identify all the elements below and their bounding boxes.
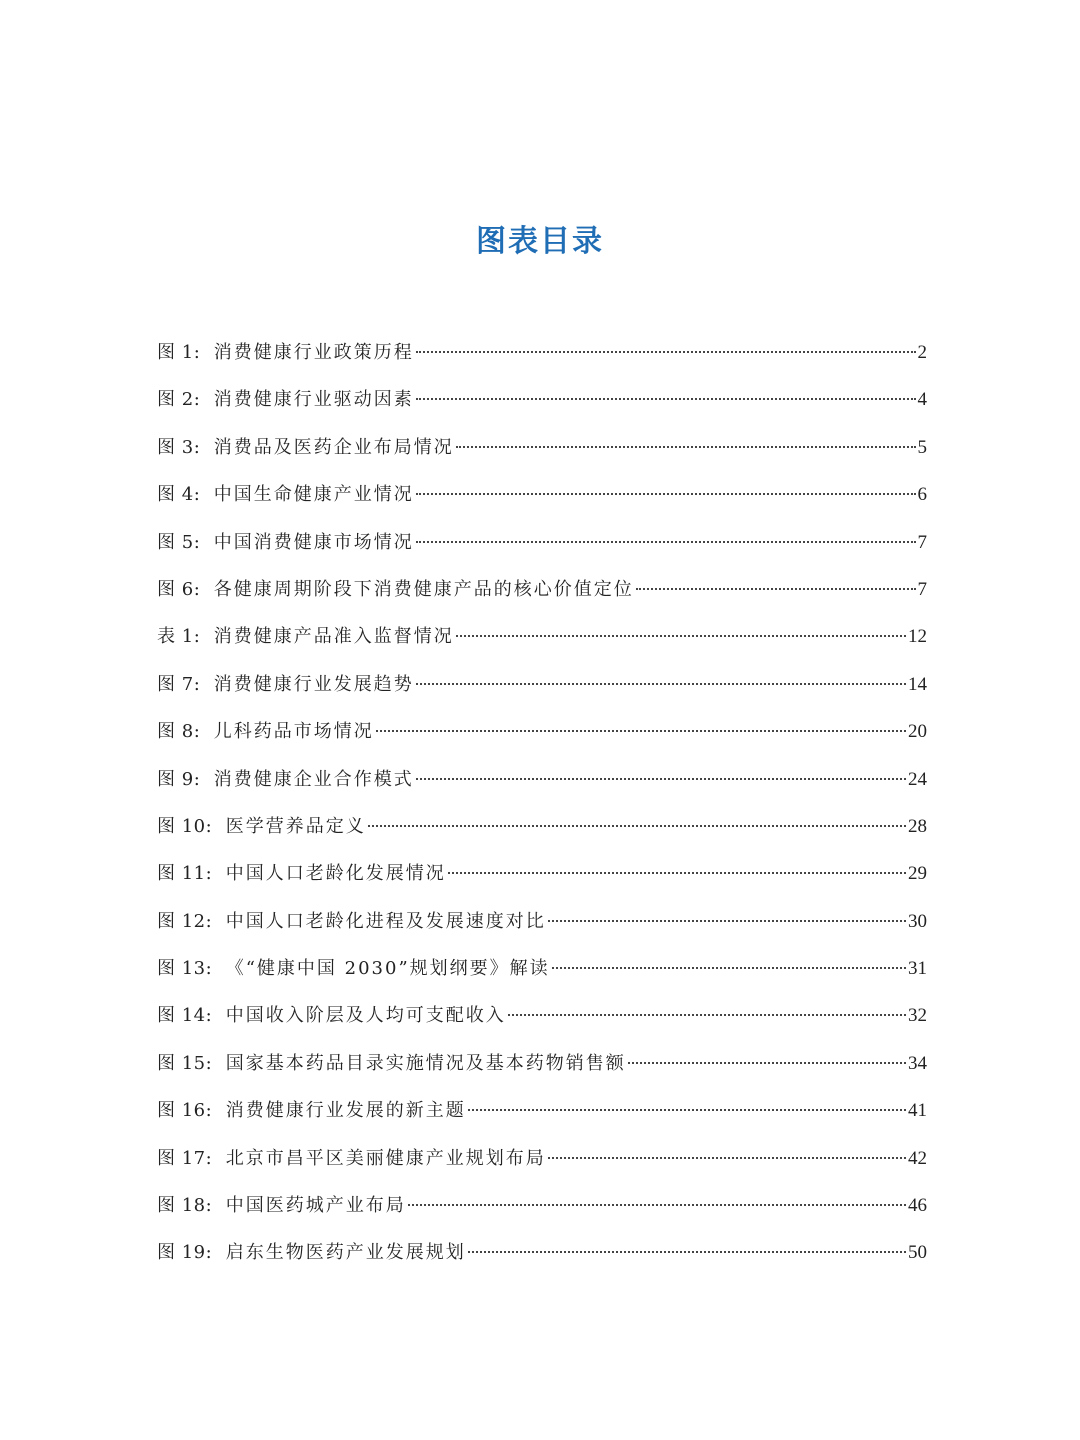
toc-entry-title: 中国人口老龄化进程及发展速度对比 [225,910,546,932]
toc-entry-title: 消费健康行业驱动因素 [213,389,414,411]
toc-dot-leader [628,1062,906,1064]
toc-dot-leader [468,1109,906,1111]
toc-dot-leader [448,872,906,874]
toc-entry-title: 消费健康产品准入监督情况 [213,626,454,648]
toc-dot-leader [548,920,906,922]
toc-entry-separator: : [205,1100,212,1122]
toc-dot-leader [416,541,916,543]
toc-dot-leader [548,1157,906,1159]
toc-entry[interactable] [157,1094,927,1141]
toc-entry-page-number: 12 [908,626,927,648]
toc-entry[interactable] [157,1189,927,1236]
toc-dot-leader [416,683,906,685]
toc-entry-label: 图 8 [157,721,194,743]
toc-entry-title: 消费健康企业合作模式 [213,768,414,790]
toc-entry-page-number: 5 [917,436,927,458]
toc-entry-separator: : [205,863,212,885]
toc-entry-separator: : [205,815,212,837]
toc-entry-label: 图 1 [157,342,194,363]
toc-entry-title: 中国收入阶层及人均可支配收入 [225,1005,506,1027]
toc-entry[interactable] [157,952,927,999]
toc-entry-page-number: 4 [917,389,927,411]
toc-entry[interactable] [157,1047,927,1094]
toc-entry-separator: : [193,721,200,743]
toc-entry[interactable] [157,763,927,810]
toc-entry-title: 中国医药城产业布局 [225,1195,406,1217]
toc-entry-title: 儿科药品市场情况 [213,721,374,743]
toc-entry[interactable] [157,999,927,1046]
toc-entry[interactable] [157,336,927,383]
toc-entry-separator: : [193,626,200,648]
toc-entry-page-number: 34 [908,1052,927,1074]
toc-entry-label: 图 11 [157,863,206,885]
page-title: 图表目录 [476,224,604,259]
toc-dot-leader [636,588,916,590]
toc-entry-page-number: 50 [908,1242,927,1264]
toc-entry-separator: : [193,436,200,458]
toc-entry-label: 图 6 [157,578,194,600]
toc-entry[interactable] [157,810,927,857]
toc-dot-leader [456,446,916,448]
toc-entry[interactable] [157,715,927,762]
toc-dot-leader [368,825,906,827]
toc-entry-label: 图 10 [157,815,206,837]
toc-dot-leader [416,351,916,353]
toc-entry[interactable] [157,620,927,667]
toc-entry-label: 图 17 [157,1147,206,1169]
toc-entry-title: 消费健康行业政策历程 [213,342,414,363]
toc-entry-title: 各健康周期阶段下消费健康产品的核心价值定位 [213,578,634,600]
toc-entry-label: 图 3 [157,436,194,458]
toc-entry-title: 《“健康中国 2030”规划纲要》解读 [225,958,550,980]
toc-entry-separator: : [193,484,200,506]
toc-dot-leader [468,1251,906,1253]
toc-entry-separator: : [193,342,200,363]
toc-entry-label: 图 16 [157,1100,206,1122]
toc-entry-label: 图 15 [157,1052,206,1074]
toc-entry-page-number: 2 [917,342,927,363]
toc-entry-separator: : [193,389,200,411]
toc-entry-page-number: 29 [908,863,927,885]
toc-entry-title: 中国消费健康市场情况 [213,531,414,553]
toc-entry[interactable] [157,857,927,904]
toc-dot-leader [416,493,916,495]
toc-entry-page-number: 32 [908,1005,927,1027]
toc-dot-leader [408,1204,906,1206]
toc-entry-label: 图 2 [157,389,194,411]
toc-entry-separator: : [193,578,200,600]
toc-entry-separator: : [205,1005,212,1027]
toc-entry-label: 表 1 [157,626,194,648]
toc-entry-page-number: 6 [917,484,927,506]
toc-entry-page-number: 20 [908,721,927,743]
toc-entry-label: 图 18 [157,1195,206,1217]
toc-entry-page-number: 24 [908,768,927,790]
toc-entry[interactable] [157,383,927,430]
toc-entry-separator: : [205,910,212,932]
toc-entry-title: 消费健康行业发展的新主题 [225,1100,466,1122]
toc-entry-label: 图 9 [157,768,194,790]
toc-entry-title: 中国人口老龄化发展情况 [225,863,446,885]
toc-dot-leader [416,778,906,780]
toc-entry[interactable] [157,573,927,620]
toc-entry-page-number: 28 [908,815,927,837]
toc-entry[interactable] [157,1142,927,1189]
toc-entry-label: 图 4 [157,484,194,506]
toc-entry[interactable] [157,526,927,573]
toc-entry-title: 国家基本药品目录实施情况及基本药物销售额 [225,1052,626,1074]
toc-entry-label: 图 7 [157,673,194,695]
toc-entry-title: 北京市昌平区美丽健康产业规划布局 [225,1147,546,1169]
toc-entry-separator: : [193,768,200,790]
toc-entry[interactable] [157,431,927,478]
toc-entry-page-number: 14 [908,673,927,695]
toc-entry[interactable] [157,1236,927,1283]
toc-dot-leader [508,1014,906,1016]
toc-dot-leader [416,398,916,400]
toc-entry[interactable] [157,478,927,525]
toc-entry-page-number: 42 [908,1147,927,1169]
toc-entry-title: 中国生命健康产业情况 [213,484,414,506]
toc-entry-label: 图 13 [157,958,206,980]
toc-entry-page-number: 46 [908,1195,927,1217]
toc-entry-separator: : [205,1147,212,1169]
toc-entry[interactable] [157,668,927,715]
toc-entry[interactable] [157,905,927,952]
toc-entry-page-number: 30 [908,910,927,932]
toc-entry-title: 消费品及医药企业布局情况 [213,436,454,458]
toc-entry-page-number: 7 [917,578,927,600]
toc-entry-label: 图 14 [157,1005,206,1027]
toc-dot-leader [456,635,906,637]
toc-entry-label: 图 12 [157,910,206,932]
toc-entry-separator: : [205,958,212,980]
toc-entry-separator: : [193,531,200,553]
toc-entry-separator: : [205,1052,212,1074]
toc-list [157,336,927,1284]
toc-entry-title: 启东生物医药产业发展规划 [225,1242,466,1264]
toc-entry-label: 图 19 [157,1242,206,1264]
toc-entry-label: 图 5 [157,531,194,553]
toc-entry-page-number: 41 [908,1100,927,1122]
toc-dot-leader [376,730,906,732]
toc-entry-title: 医学营养品定义 [225,815,366,837]
toc-entry-page-number: 7 [917,531,927,553]
toc-entry-title: 消费健康行业发展趋势 [213,673,414,695]
toc-entry-separator: : [193,673,200,695]
toc-entry-separator: : [205,1242,212,1264]
toc-dot-leader [552,967,906,969]
toc-entry-separator: : [205,1195,212,1217]
toc-entry-page-number: 31 [908,958,927,980]
